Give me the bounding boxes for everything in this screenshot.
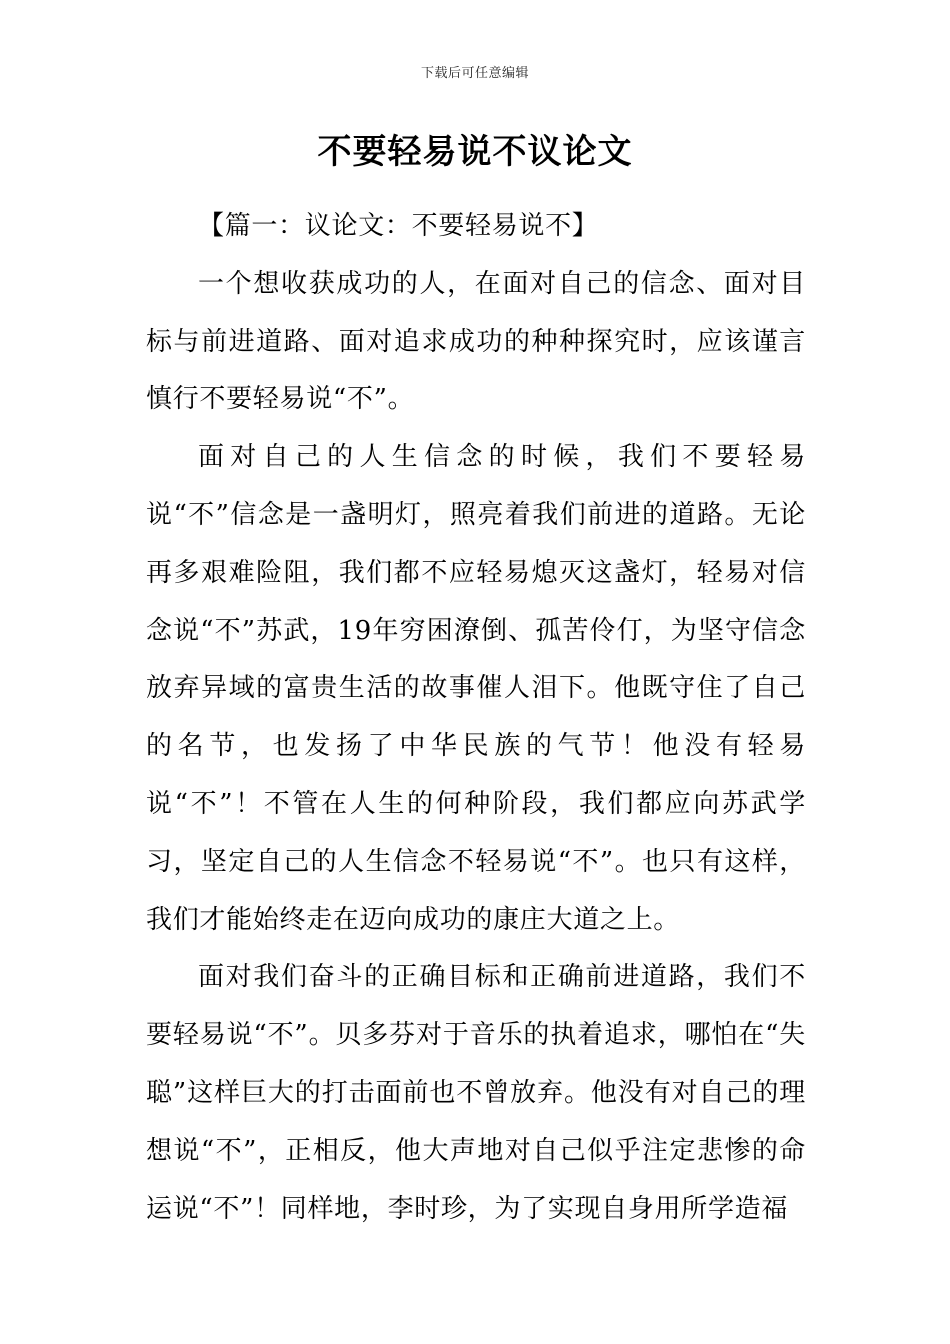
paragraph-2: 面对自己的人生信念的时候，我们不要轻易说“不”信念是一盏明灯，照亮着我们前进的道路。无论再多艰难险阻，我们都不应轻易熄灭这盏灯，轻易对信念说“不”苏武，19年穷困潦倒、孤苦伶仃，为坚守信念放弃异域的富贵生活的故事催人泪下。他既守住了自己的名节，也发扬了中华民族的气节！他没有轻易说“不”！不管在人生的何种阶段，我们都应向苏武学习，坚定自己的人生信念不轻易说“不”。也只有这样，我们才能始终走在迈向成功的康庄大道之上。 — [146, 442, 806, 935]
paragraph-1: 一个想收获成功的人，在面对自己的信念、面对目标与前进道路、面对追求成功的种种探究时，应该谨言慎行不要轻易说“不”。 — [146, 268, 806, 415]
section-heading: 【篇一：议论文：不要轻易说不】 — [198, 211, 599, 241]
paragraph-3: 面对我们奋斗的正确目标和正确前进道路，我们不要轻易说“不”。贝多芬对于音乐的执着追求，哪怕在“失聪”这样巨大的打击面前也不曾放弃。他没有对自己的理想说“不”，正相反，他大声地对自己似乎注定悲惨的命运说“不”！同样地，李时珍，为了实现自身用所学造福 — [146, 962, 806, 1224]
document-body — [146, 198, 806, 1238]
header-note: 下载后可任意编辑 — [420, 66, 529, 81]
page-title: 不要轻易说不议论文 — [317, 132, 633, 172]
